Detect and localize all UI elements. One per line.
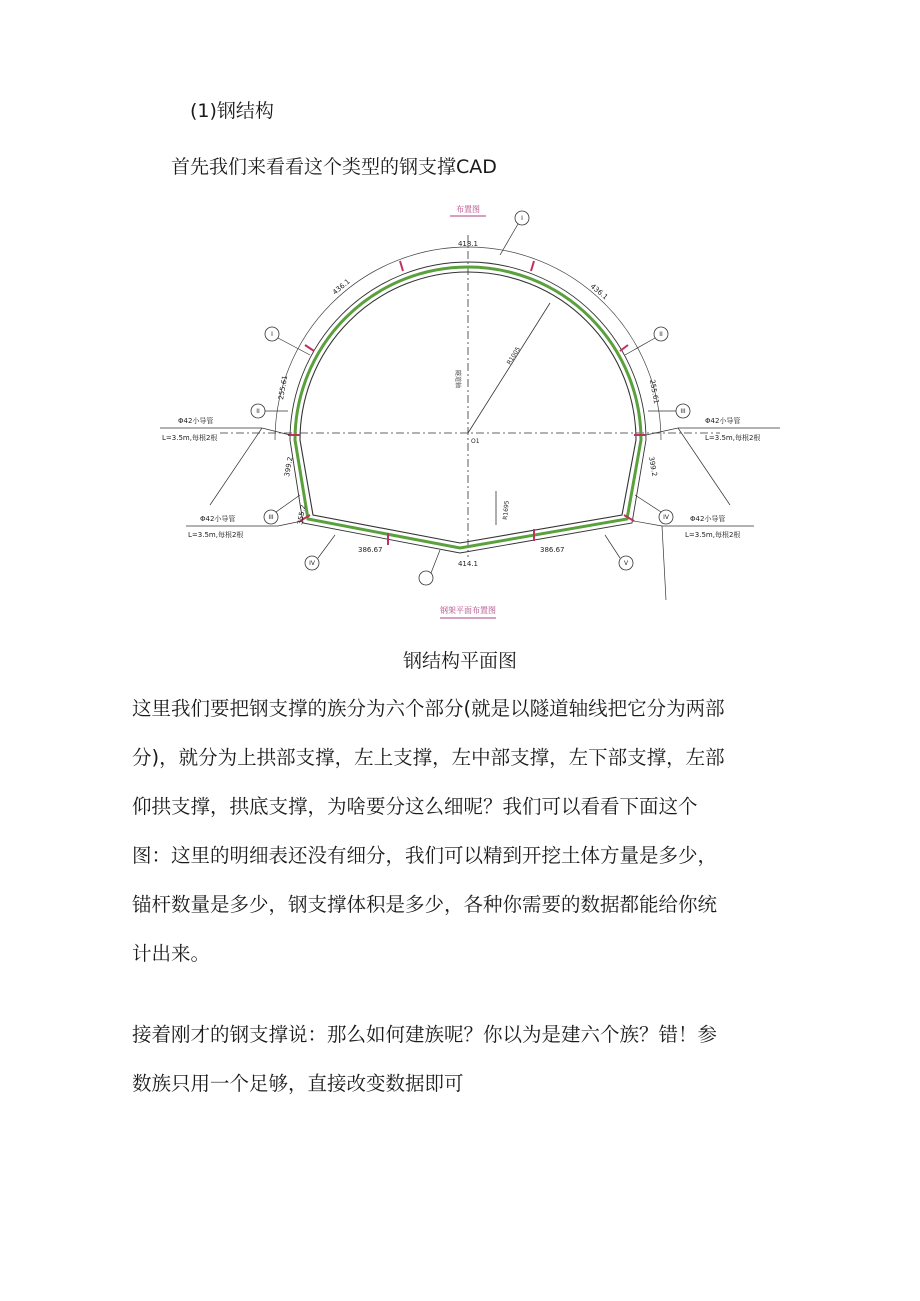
steel-structure-drawing [150,195,790,635]
paragraph-2 [132,1010,717,1108]
dim-bottom-left: 386.67 [358,546,383,554]
svg-text:V: V [623,560,629,567]
svg-text:I: I [271,331,273,338]
paragraph-1-line: 仰拱支撑，拱底支撑，为啥要分这么细呢？我们可以看看下面这个 [132,795,698,818]
drawing-title: 布置图 [456,205,480,214]
svg-text:III: III [268,514,274,521]
svg-text:IV: IV [663,514,669,521]
paragraph-1-line: 分)，就分为上拱部支撑，左上支撑，左中部支撑，左下部支撑，左部 [132,746,725,769]
dim-bottom-right: 386.67 [540,546,565,554]
joint-markers [288,261,646,545]
dim-top: 418.1 [457,240,479,248]
paragraph-1-line: 这里我们要把钢支撑的族分为六个部分(就是以隧道轴线把它分为两部 [132,697,725,720]
note-left-upper-2: L=3.5m,每根2根 [162,434,218,442]
dim-invert: R1695 [502,500,511,521]
dim-upper-left: 436.1 [331,277,352,297]
note-left-upper-1: Φ42小导管 [178,417,214,425]
paragraph-1-line: 计出来。 [132,942,211,965]
dim-lower-left: 399.2 [283,456,295,478]
dim-low-left: 355.2 [296,504,308,526]
section-heading: (1)钢结构 [190,100,274,122]
dim-radius: R1005 [505,345,523,367]
paragraph-2-line: 接着刚才的钢支撑说：那么如何建族呢？你以为是建六个族？错！参 [132,1023,718,1046]
svg-text:III: III [680,408,686,415]
note-right-upper-1: Φ42小导管 [705,417,741,425]
dim-mid-left: 255.61 [277,374,290,401]
figure-caption: 钢结构平面图 [402,650,517,672]
svg-text:I: I [521,215,523,222]
paragraph-1 [132,684,725,978]
svg-text:II: II [659,331,663,338]
radius-line [468,303,550,433]
dim-bottom-center: 414.1 [457,560,479,568]
note-leaders [160,428,780,600]
note-right-lower-1: Φ42小导管 [690,515,726,523]
intro-text: 首先我们来看看这个类型的钢支撑CAD [171,156,497,178]
drawing-bottom-title: 钢架平面布置图 [440,606,496,615]
dim-upper-right: 436.1 [588,282,610,302]
paragraph-2-line: 数族只用一个足够，直接改变数据即可 [132,1072,464,1095]
note-left-lower-1: Φ42小导管 [200,515,236,523]
paragraph-1-line: 图：这里的明细表还没有细分，我们可以精到开挖土体方量是多少， [132,844,718,867]
center-label: O1 [471,438,480,445]
dim-lower-right: 399.2 [647,455,659,478]
note-left-lower-2: L=3.5m,每根2根 [188,531,244,539]
note-right-lower-2: L=3.5m,每根2根 [685,531,741,539]
note-right-upper-2: L=3.5m,每根2根 [705,434,761,442]
paragraph-1-line: 锚杆数量是多少，钢支撑体积是多少，各种你需要的数据都能给你统 [132,893,718,916]
svg-text:IV: IV [309,560,315,567]
svg-text:II: II [256,408,260,415]
axis-label: 隧道轴 [454,370,461,389]
dim-mid-right: 255.61 [648,378,661,405]
